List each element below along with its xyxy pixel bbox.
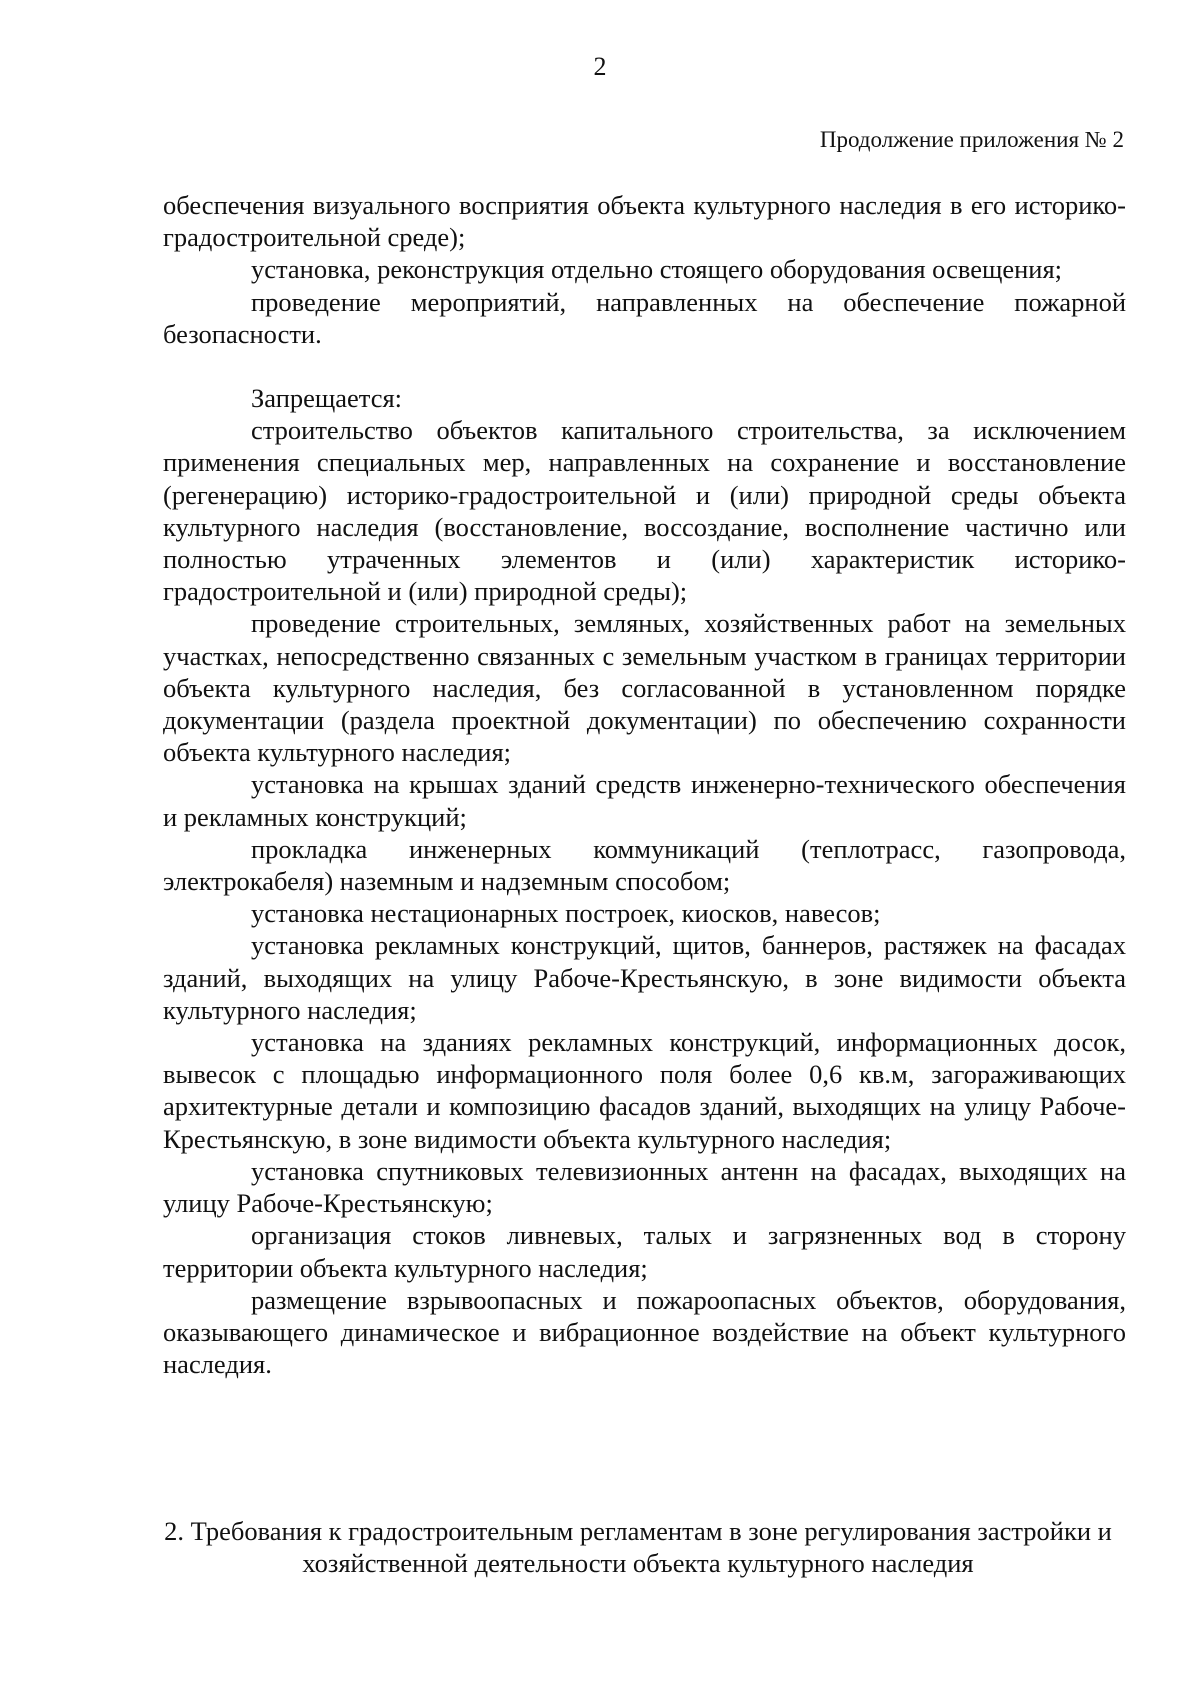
paragraph-capital-construction: строительство объектов капитального строительства, за исключением применения специальных мер, направленных на сохранение и восстановление (регенерацию) историко-градостроительной и (или) природной среды объекта культурного наследия (восстановление, воссоздание, восполнение частично или полностью утраченных элементов и (или) характеристик историко-градостроительной и (или) природной среды); xyxy=(163,415,1126,607)
paragraph-rooftop-equipment: установка на крышах зданий средств инженерно-технического обеспечения и рекламных конструкций; xyxy=(163,769,1126,832)
paragraph-info-boards: установка на зданиях рекламных конструкций, информационных досок, вывесок с площадью информационного поля более 0,6 кв.м, загораживающих архитектурные детали и композицию фасадов зданий, выходящих на улицу Рабоче-Крестьянскую, в зоне видимости объекта культурного наследия; xyxy=(163,1027,1126,1154)
paragraph-facade-advertising: установка рекламных конструкций, щитов, баннеров, растяжек на фасадах зданий, выходящих на улицу Рабоче-Крестьянскую, в зоне видимости объекта культурного наследия; xyxy=(163,930,1126,1025)
paragraph-visual-perception: обеспечения визуального восприятия объекта культурного наследия в его историко-градостроительной среде); xyxy=(163,190,1126,253)
paragraph-drainage: организация стоков ливневых, талых и загрязненных вод в сторону территории объекта культурного наследия; xyxy=(163,1220,1126,1283)
page-number: 2 xyxy=(593,52,607,81)
document-body xyxy=(163,189,1126,1380)
paragraph-utility-lines: прокладка инженерных коммуникаций (теплотрасс, газопровода, электрокабеля) наземным и надземным способом; xyxy=(163,833,1126,897)
paragraph-earthworks: проведение строительных, земляных, хозяйственных работ на земельных участках, непосредственно связанных с земельным участком в границах территории объекта культурного наследия, без согласованной в установленном порядке документации (раздела проектной документации) по обеспечению сохранности объекта культурного наследия; xyxy=(163,608,1126,768)
paragraph-satellite-antennas: установка спутниковых телевизионных антенн на фасадах, выходящих на улицу Рабоче-Крестьянскую; xyxy=(163,1155,1126,1219)
prohibited-heading: Запрещается: xyxy=(251,383,403,414)
paragraph-lighting-installation: установка, реконструкция отдельно стоящего оборудования освещения; xyxy=(251,254,1063,285)
section-heading: 2. Требования к градостроительным регламентам в зоне регулирования застройки и хозяйственной деятельности объекта культурного наследия xyxy=(164,1516,1112,1578)
paragraph-fire-safety: проведение мероприятий, направленных на обеспечение пожарной безопасности. xyxy=(163,286,1126,349)
appendix-continuation-note: Продолжение приложения № 2 xyxy=(819,127,1124,152)
paragraph-temporary-structures: установка нестационарных построек, киосков, навесов; xyxy=(251,898,881,929)
paragraph-hazardous-objects: размещение взрывоопасных и пожароопасных объектов, оборудования, оказывающего динамическое и вибрационное воздействие на объект культурного наследия. xyxy=(163,1284,1126,1380)
